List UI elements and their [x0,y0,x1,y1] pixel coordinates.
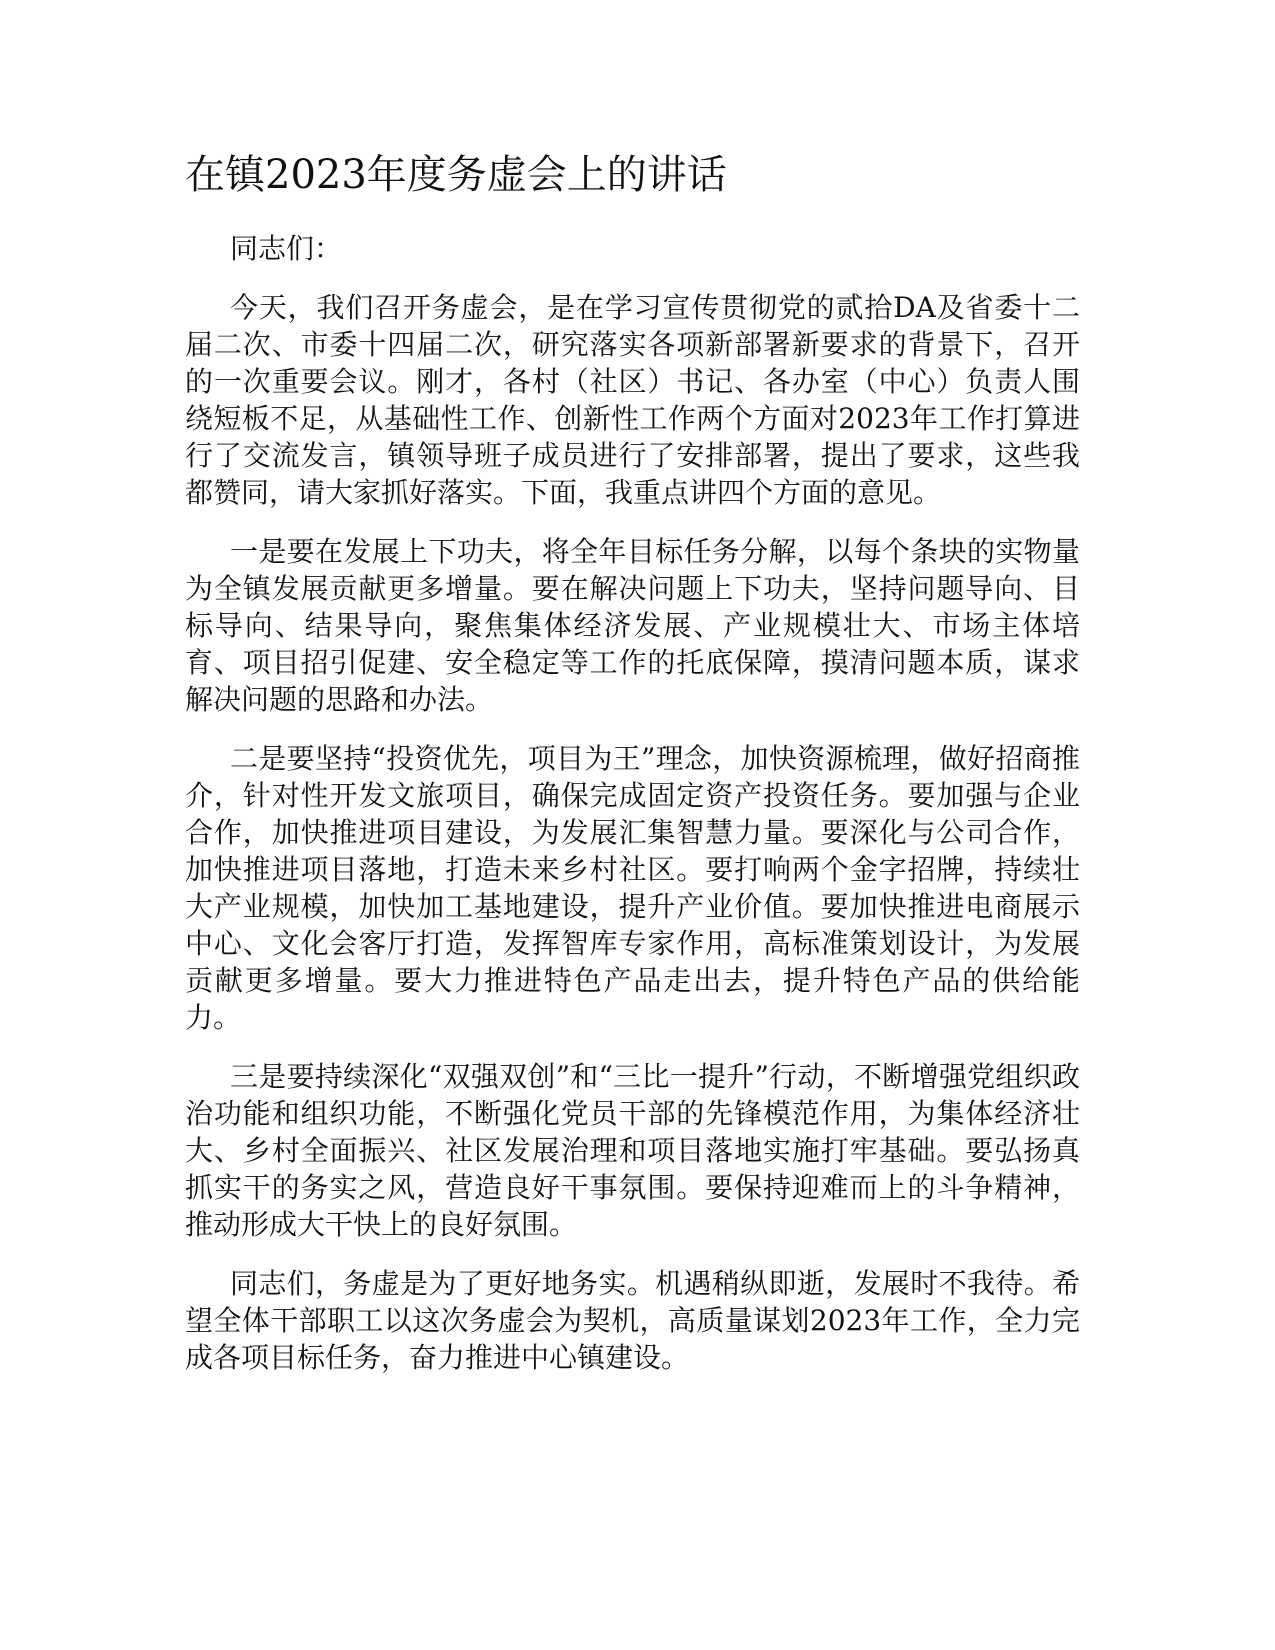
paragraph-point-three: 三是要持续深化“双强双创”和“三比一提升”行动，不断增强党组织政治功能和组织功能，不断强化党员干部的先锋模范作用，为集体经济壮大、乡村全面振兴、社区发展治理和项目落地实施打牢基础。要弘扬真抓实干的务实之风，营造良好干事氛围。要保持迎难而上的斗争精神，推动形成大干快上的良好氛围。 [185,1060,1080,1241]
paragraph-conclusion: 同志们，务虚是为了更好地务实。机遇稍纵即逝，发展时不我待。希望全体干部职工以这次务虚会为契机，高质量谋划2023年工作，全力完成各项目标任务，奋力推进中心镇建设。 [185,1267,1080,1374]
paragraph-point-one: 一是要在发展上下功夫，将全年目标任务分解，以每个条块的实物量为全镇发展贡献更多增量。要在解决问题上下功夫，坚持问题导向、目标导向、结果导向，聚焦集体经济发展、产业规模壮大、市场主体培育、项目招引促建、安全稳定等工作的托底保障，摸清问题本质，谋求解决问题的思路和办法。 [185,535,1080,716]
paragraph-point-two: 二是要坚持“投资优先，项目为王”理念，加快资源梳理，做好招商推介，针对性开发文旅项目，确保完成固定资产投资任务。要加强与企业合作，加快推进项目建设，为发展汇集智慧力量。要深化与公司合作，加快推进项目落地，打造未来乡村社区。要打响两个金字招牌，持续壮大产业规模，加快加工基地建设，提升产业价值。要加快推进电商展示中心、文化会客厅打造，发挥智库专家作用，高标准策划设计，为发展贡献更多增量。要大力推进特色产品走出去，提升特色产品的供给能力。 [185,742,1080,1034]
document-body [185,148,1080,1398]
document-title: 在镇2023年度务虚会上的讲话 [185,152,727,198]
salutation: 同志们： [230,232,343,265]
paragraph-intro: 今天，我们召开务虚会，是在学习宣传贯彻党的贰拾DA及省委十二届二次、市委十四届二次，研究落实各项新部署新要求的背景下，召开的一次重要会议。刚才，各村（社区）书记、各办室（中心）负责人围绕短板不足，从基础性工作、创新性工作两个方面对2023年工作打算进行了交流发言，镇领导班子成员进行了安排部署，提出了要求，这些我都赞同，请大家抓好落实。下面，我重点讲四个方面的意见。 [185,291,1080,509]
